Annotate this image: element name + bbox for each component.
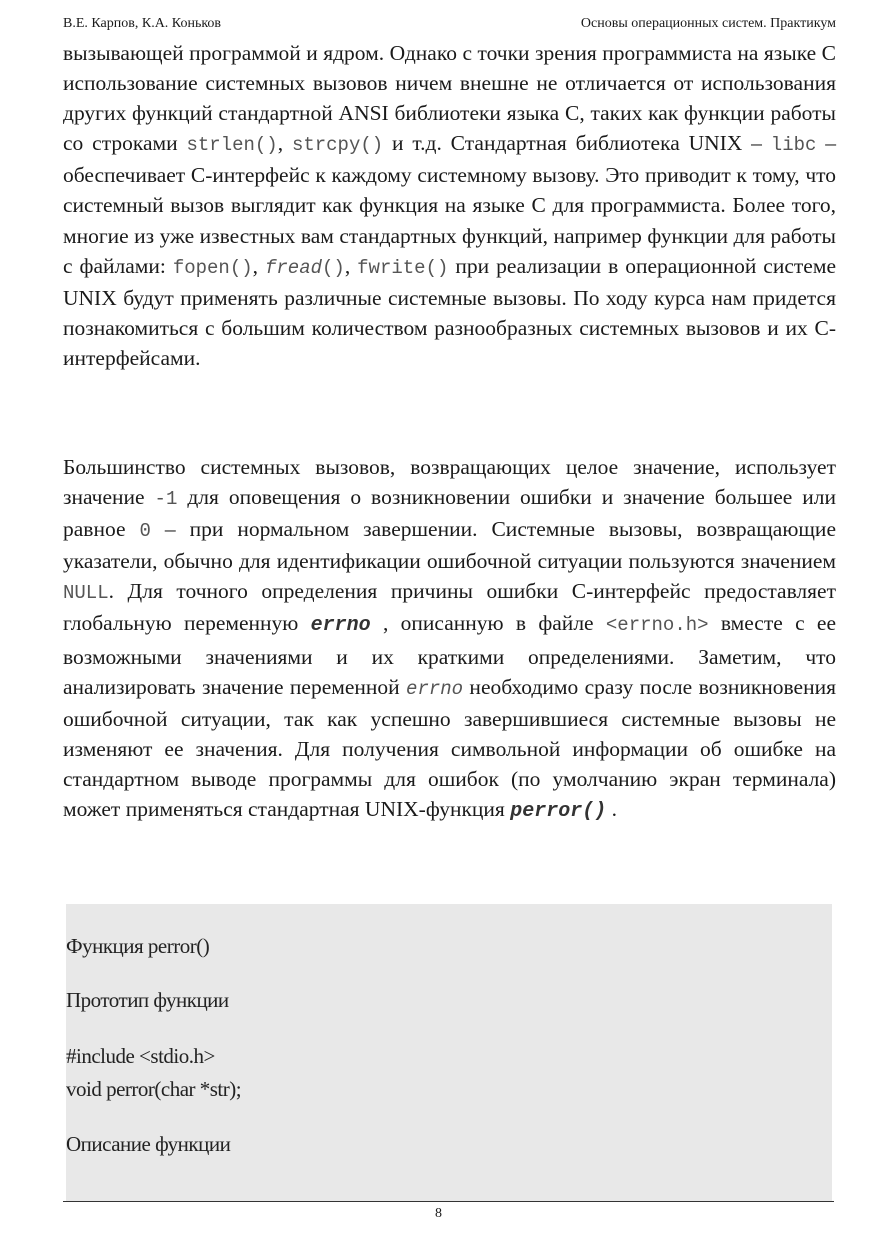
- text-run: – обеспечивает С-интерфейс к каждому системному вызову. Это приводит к тому, что системный вызов выглядит как функция на языке С для программиста. Более того, многие из уже известных вам стандартных функций, например функции для работы с файлами:: [63, 131, 837, 278]
- code-perror: perror(): [510, 800, 607, 824]
- function-title: Функция perror(): [66, 934, 210, 958]
- description-heading: Описание функции: [66, 1132, 231, 1156]
- code-fopen: fopen(): [172, 256, 253, 279]
- code-strcpy: strcpy(): [291, 134, 384, 157]
- code-libc: libc: [770, 134, 817, 157]
- code-minus-one: -1: [154, 488, 178, 511]
- code-errno-header: <errno.h>: [605, 614, 709, 637]
- function-info-box: [66, 904, 832, 1201]
- text-run: ,: [252, 253, 265, 278]
- prototype-heading: Прототип функции: [66, 988, 229, 1012]
- signature-line: void perror(char *str);: [66, 1077, 242, 1101]
- page-header: [63, 16, 836, 36]
- code-fread: fread: [264, 256, 322, 279]
- code-errno: errno: [406, 677, 464, 700]
- text-run: . Для точного определения причины ошибки С-интерфейс предоставляет глобальную переменную: [63, 579, 836, 636]
- header-book-title: Основы операционных систем. Практикум: [580, 16, 836, 31]
- text-run: необходимо сразу после возникновения ошибочной ситуации, так как успешно завершившиеся системные вызовы не изменяют ее значения. Для получения символьной информации об ошибке на стандартном выводе программы для ошибок (по умолчанию экран терминала) может применяться стандартная UNIX-функция: [63, 674, 836, 822]
- text-run: для оповещения о возникновении ошибки и значение большее или равное: [63, 485, 836, 542]
- text-run: ,: [277, 131, 292, 156]
- header-authors: В.Е. Карпов, К.А. Коньков: [63, 16, 222, 31]
- code-null: NULL: [63, 582, 109, 605]
- code-zero: 0: [139, 520, 151, 543]
- text-run: , описанную в файле: [370, 611, 606, 636]
- code-fread-parens: (): [322, 256, 345, 279]
- text-run: – при нормальном завершении. Системные вызовы, возвращающие указатели, обычно для идентификации ошибочной ситуации пользуются значением: [63, 517, 836, 574]
- text-run: и т.д. Стандартная библиотека UNIX –: [383, 131, 771, 156]
- text-run: Большинство системных вызовов, возвращающих целое значение, использует значение: [63, 455, 836, 510]
- text-run: при реализации в операционной системе UNIX будут применять различные системные вызовы. По ходу курса нам придется познакомиться с большим количеством разнообразных системных вызовов и их С-интерфейсами.: [63, 253, 836, 370]
- code-strlen: strlen(): [186, 134, 278, 157]
- code-errno-bold: errno: [310, 614, 371, 638]
- code-fwrite: fwrite(): [357, 256, 449, 279]
- footer-divider: [63, 1201, 834, 1202]
- text-run: вместе с ее возможными значениями и их краткими определениями. Заметим, что анализировать значение переменной: [63, 611, 837, 699]
- text-run: .: [606, 797, 617, 822]
- body-paragraph-1: [63, 38, 836, 373]
- body-paragraph-2: [63, 452, 836, 827]
- include-line: #include <stdio.h>: [66, 1044, 215, 1068]
- page-number: 8: [435, 1206, 442, 1221]
- text-run: вызывающей программой и ядром. Однако с точки зрения программиста на языке С использование системных вызовов ничем внешне не отличается от использования других функций стандартной ANSI библиотеки языка С, таких как функции работы со строками: [63, 41, 836, 156]
- text-run: ,: [344, 253, 358, 278]
